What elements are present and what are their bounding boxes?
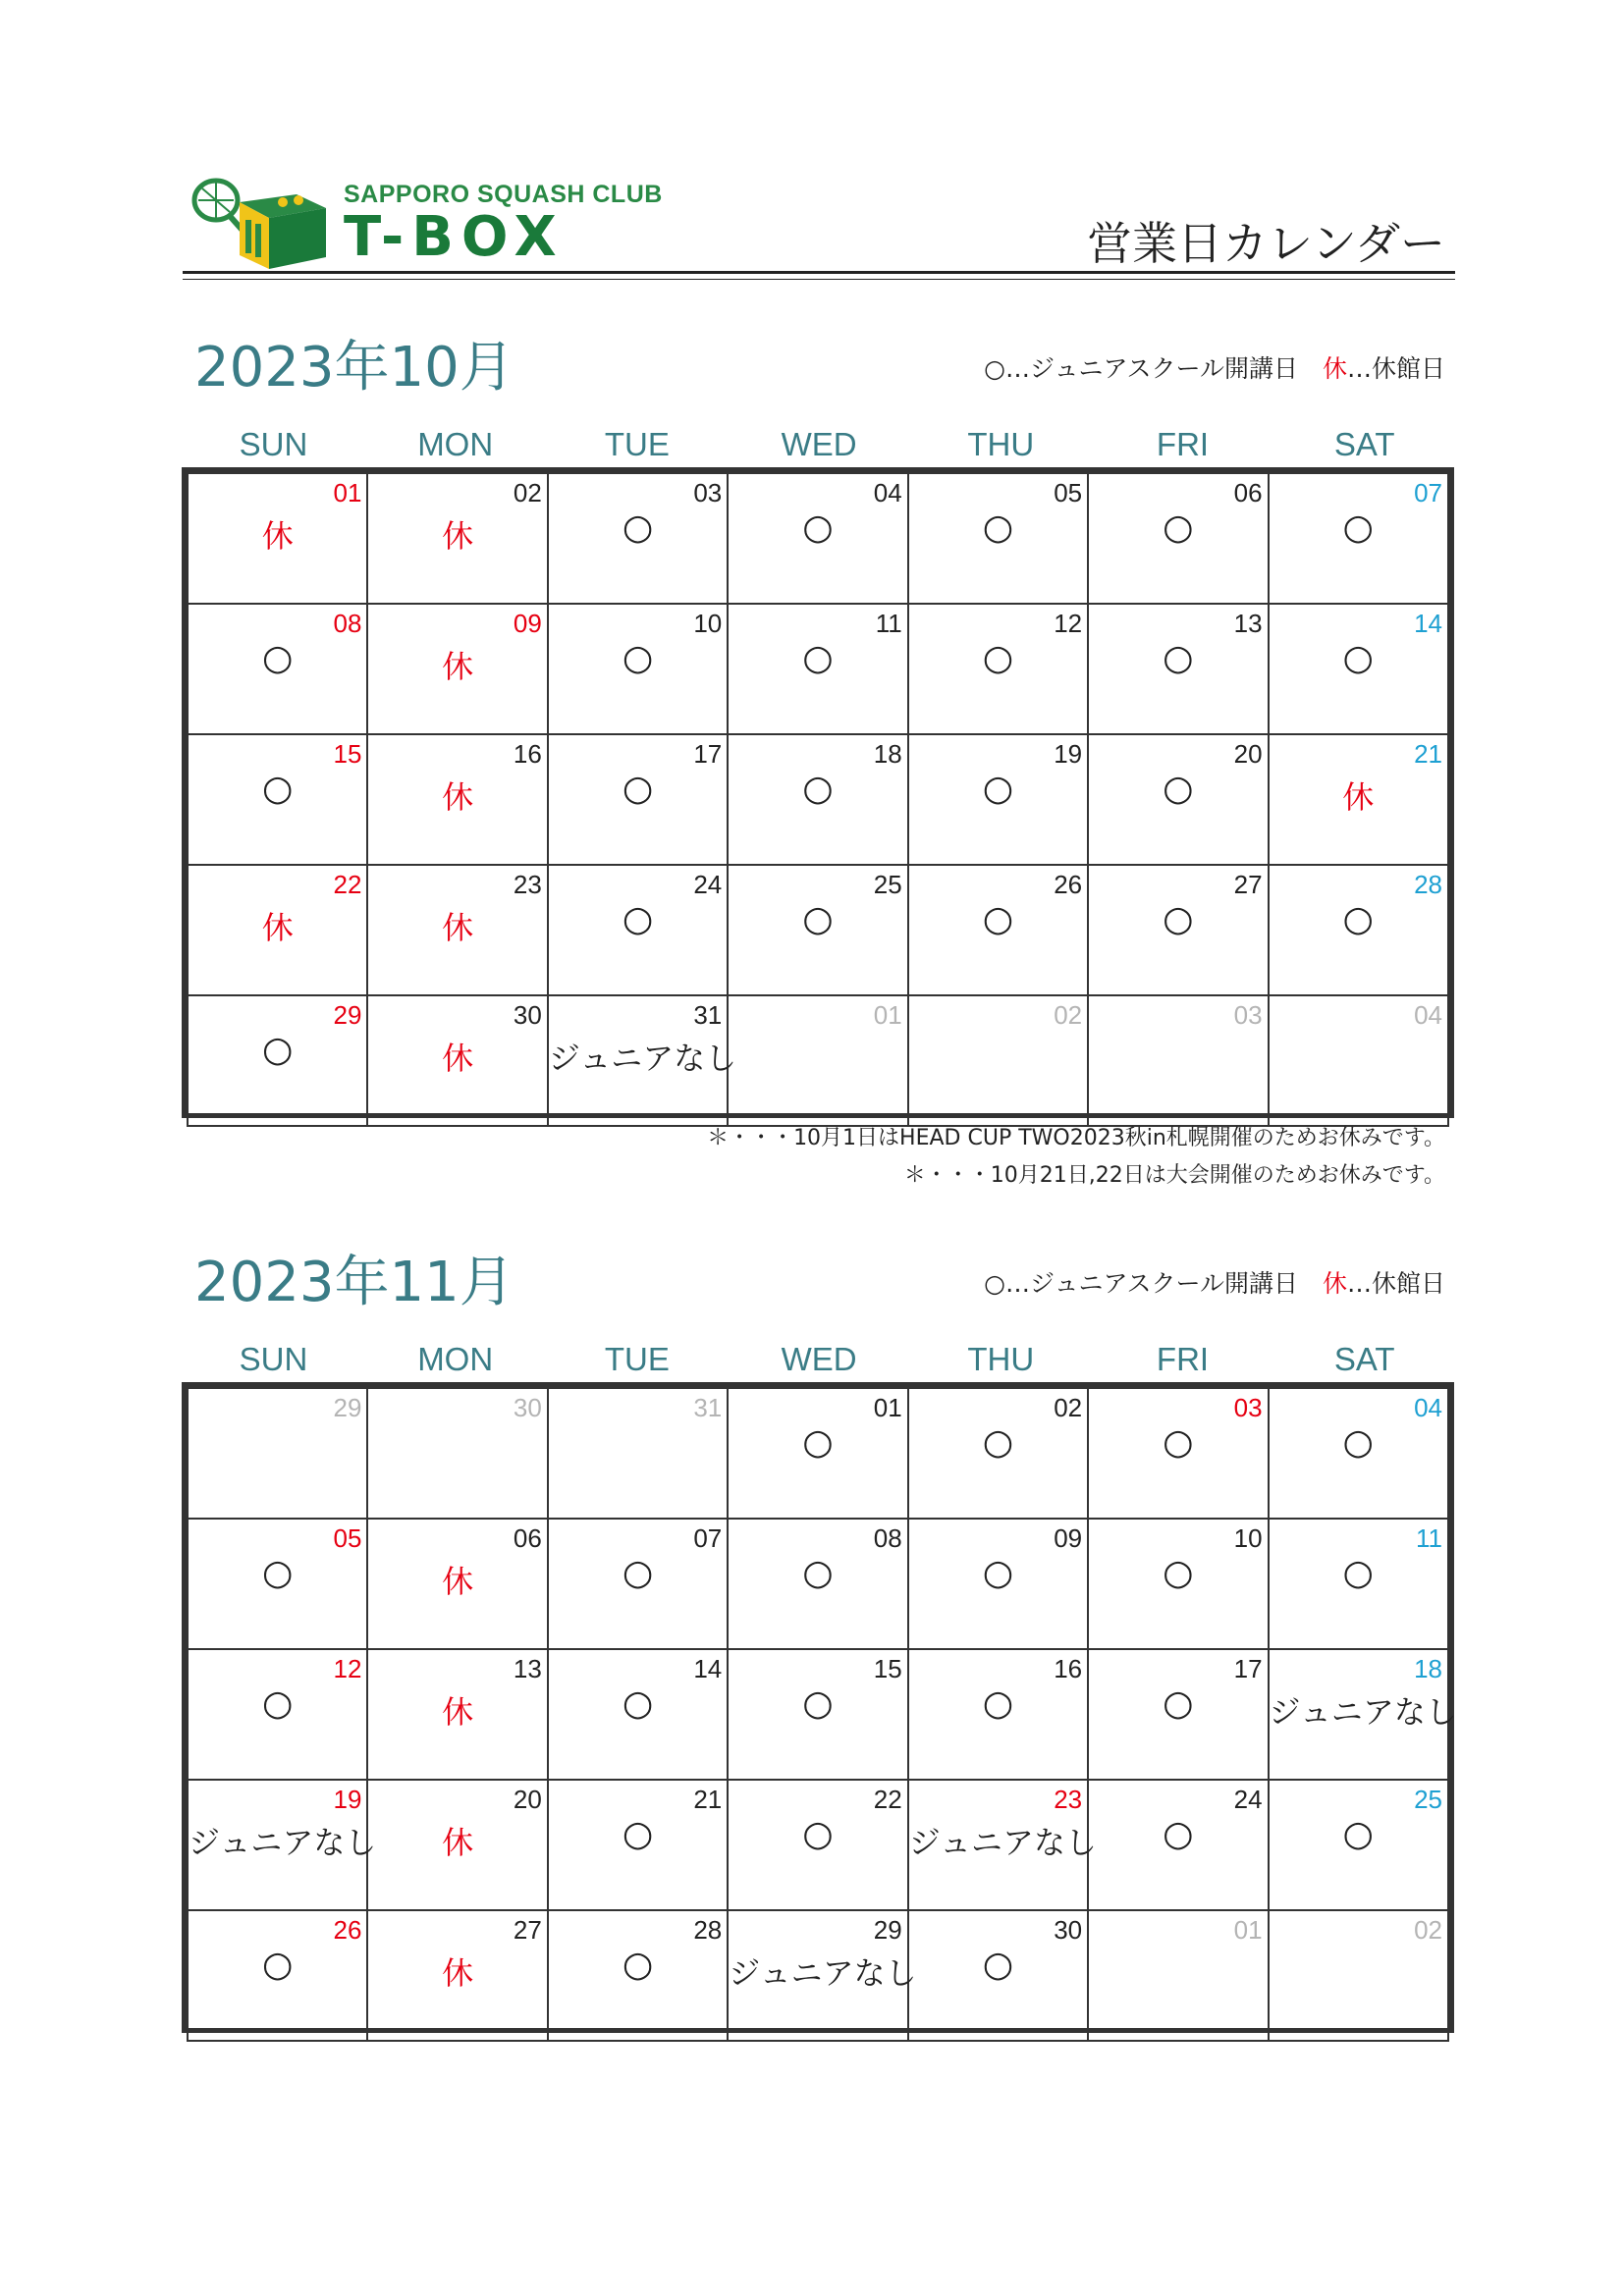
day-cell xyxy=(1269,995,1448,1126)
day-cell xyxy=(548,1388,728,1519)
legend xyxy=(984,1264,1445,1300)
no-junior-note: ジュニアなし xyxy=(1269,1693,1457,1731)
day-number: 28 xyxy=(693,1915,723,1945)
day-cell xyxy=(548,865,728,995)
day-cell xyxy=(728,1388,907,1519)
closed-mark: 休 xyxy=(442,1954,474,1992)
header-rule xyxy=(183,271,1455,274)
closed-mark: 休 xyxy=(442,778,474,816)
day-number: 01 xyxy=(873,1393,902,1422)
week-row xyxy=(188,1780,1448,1910)
day-number: 05 xyxy=(333,1523,362,1553)
day-number: 11 xyxy=(875,609,902,638)
open-mark: ○ xyxy=(262,769,294,809)
day-cell xyxy=(728,604,907,734)
open-mark: ○ xyxy=(1163,769,1194,809)
day-cell xyxy=(188,1780,377,1910)
day-number: 19 xyxy=(333,1785,362,1814)
week-row xyxy=(188,865,1448,995)
day-number: 24 xyxy=(693,870,723,899)
day-number: 30 xyxy=(513,1393,542,1422)
day-cell xyxy=(728,734,907,865)
day-number: 28 xyxy=(1414,870,1442,899)
open-mark: ○ xyxy=(982,899,1014,939)
day-cell xyxy=(1269,1649,1457,1780)
day-number: 27 xyxy=(513,1915,542,1945)
open-mark: ○ xyxy=(982,1553,1014,1593)
open-mark: ○ xyxy=(982,1945,1014,1985)
day-number: 12 xyxy=(1054,609,1083,638)
tbox-logo-icon xyxy=(189,173,336,271)
open-mark: ○ xyxy=(622,638,654,678)
open-mark: ○ xyxy=(1163,638,1194,678)
day-number: 17 xyxy=(693,739,723,769)
open-mark: ○ xyxy=(802,507,834,548)
weekday-sat: SAT xyxy=(1333,426,1395,462)
day-cell xyxy=(188,995,367,1126)
day-cell xyxy=(1269,1910,1448,2041)
day-number: 26 xyxy=(333,1915,362,1945)
open-mark: ○ xyxy=(1342,1553,1374,1593)
week-row xyxy=(188,473,1448,604)
open-mark: ○ xyxy=(262,1030,294,1070)
day-number: 13 xyxy=(513,1654,542,1683)
day-number: 06 xyxy=(1233,478,1263,507)
day-number: 14 xyxy=(693,1654,723,1683)
day-number: 31 xyxy=(693,1393,723,1422)
weekday-header xyxy=(183,426,1455,465)
day-cell xyxy=(188,1388,367,1519)
no-junior-note: ジュニアなし xyxy=(548,1040,737,1077)
day-number: 03 xyxy=(693,478,723,507)
month-title: 2023年11月 xyxy=(194,1251,514,1314)
no-junior-note: ジュニアなし xyxy=(729,1954,917,1992)
legend xyxy=(984,349,1445,385)
weekday-wed: WED xyxy=(781,426,857,462)
day-number: 08 xyxy=(333,609,362,638)
day-number: 22 xyxy=(333,870,362,899)
day-number: 09 xyxy=(1054,1523,1083,1553)
week-row xyxy=(188,734,1448,865)
logo xyxy=(189,173,663,271)
day-number: 02 xyxy=(1054,1000,1083,1030)
day-cell xyxy=(188,1910,367,2041)
day-number: 23 xyxy=(513,870,542,899)
open-mark: ○ xyxy=(1342,1422,1374,1463)
day-cell xyxy=(908,865,1088,995)
day-number: 15 xyxy=(873,1654,902,1683)
day-cell xyxy=(548,1780,728,1910)
day-number: 24 xyxy=(1233,1785,1263,1814)
day-number: 30 xyxy=(1054,1915,1083,1945)
weekday-tue: TUE xyxy=(604,426,670,462)
day-number: 06 xyxy=(513,1523,542,1553)
day-cell xyxy=(728,865,907,995)
day-cell xyxy=(367,1519,547,1649)
legend-closed-label: …休館日 xyxy=(1346,354,1445,383)
closed-mark: 休 xyxy=(442,1040,474,1077)
open-mark: ○ xyxy=(802,1553,834,1593)
day-number: 18 xyxy=(873,739,902,769)
day-cell xyxy=(367,865,547,995)
weekday-thu: THU xyxy=(967,1341,1035,1377)
day-cell xyxy=(548,1519,728,1649)
open-mark: ○ xyxy=(1342,638,1374,678)
day-cell xyxy=(188,473,367,604)
open-mark: ○ xyxy=(262,1683,294,1724)
day-cell xyxy=(728,1910,917,2041)
day-number: 08 xyxy=(873,1523,902,1553)
weekday-fri: FRI xyxy=(1156,426,1210,462)
legend-closed-symbol: 休 xyxy=(1322,354,1347,383)
day-number: 02 xyxy=(1054,1393,1083,1422)
day-cell xyxy=(908,1519,1088,1649)
open-mark: ○ xyxy=(622,1683,654,1724)
day-cell xyxy=(1269,604,1448,734)
day-number: 20 xyxy=(513,1785,542,1814)
header-rule-thin xyxy=(183,279,1455,280)
day-cell xyxy=(367,473,547,604)
day-number: 04 xyxy=(1414,1000,1442,1030)
closed-mark: 休 xyxy=(442,909,474,946)
month-title: 2023年10月 xyxy=(194,336,514,400)
open-mark: ○ xyxy=(1163,1683,1194,1724)
open-mark: ○ xyxy=(1342,899,1374,939)
day-cell xyxy=(367,734,547,865)
week-row xyxy=(188,1649,1448,1780)
day-cell xyxy=(548,473,728,604)
day-number: 15 xyxy=(333,739,362,769)
day-cell xyxy=(367,1910,547,2041)
day-cell xyxy=(188,865,367,995)
day-cell xyxy=(1088,734,1268,865)
day-cell xyxy=(1088,1649,1268,1780)
open-mark: ○ xyxy=(262,638,294,678)
day-cell xyxy=(908,604,1088,734)
no-junior-note: ジュニアなし xyxy=(908,1824,1098,1861)
day-number: 05 xyxy=(1054,478,1083,507)
day-number: 21 xyxy=(1414,739,1442,769)
week-row xyxy=(188,1519,1448,1649)
day-cell xyxy=(548,995,737,1126)
week-row xyxy=(188,1910,1448,2041)
day-number: 14 xyxy=(1414,609,1442,638)
day-cell xyxy=(728,995,907,1126)
day-number: 07 xyxy=(693,1523,723,1553)
day-cell xyxy=(728,1519,907,1649)
day-cell xyxy=(1088,1780,1268,1910)
open-mark: ○ xyxy=(982,1683,1014,1724)
day-cell xyxy=(1088,995,1268,1126)
legend-closed-label: …休館日 xyxy=(1346,1269,1445,1298)
day-number: 19 xyxy=(1054,739,1083,769)
open-mark: ○ xyxy=(622,1945,654,1985)
weekday-wed: WED xyxy=(781,1341,857,1377)
open-mark: ○ xyxy=(802,638,834,678)
day-cell xyxy=(728,1780,907,1910)
day-cell xyxy=(548,1649,728,1780)
day-number: 01 xyxy=(333,478,362,507)
day-cell xyxy=(188,734,367,865)
weekday-header xyxy=(183,1341,1455,1380)
day-number: 04 xyxy=(873,478,902,507)
week-row xyxy=(188,995,1448,1126)
day-number: 10 xyxy=(693,609,723,638)
day-cell xyxy=(367,995,547,1126)
footnote: ＊・・・10月21日,22日は大会開催のためお休みです。 xyxy=(903,1163,1445,1188)
open-mark: ○ xyxy=(1342,507,1374,548)
day-number: 01 xyxy=(873,1000,902,1030)
open-mark: ○ xyxy=(802,899,834,939)
brand-name: T-BOX xyxy=(344,205,565,269)
open-mark: ○ xyxy=(1163,1553,1194,1593)
day-cell xyxy=(728,1649,907,1780)
day-cell xyxy=(1088,1519,1268,1649)
open-mark: ○ xyxy=(1163,1422,1194,1463)
open-mark: ○ xyxy=(982,507,1014,548)
no-junior-note: ジュニアなし xyxy=(189,1824,377,1861)
day-number: 03 xyxy=(1233,1393,1263,1422)
day-number: 29 xyxy=(333,1000,362,1030)
closed-mark: 休 xyxy=(1342,778,1375,816)
day-number: 03 xyxy=(1233,1000,1263,1030)
day-number: 17 xyxy=(1233,1654,1263,1683)
day-cell xyxy=(908,1649,1088,1780)
weekday-sat: SAT xyxy=(1333,1341,1395,1377)
open-mark: ○ xyxy=(802,1814,834,1854)
day-cell xyxy=(1269,734,1448,865)
day-cell xyxy=(908,1388,1088,1519)
day-cell xyxy=(548,1910,728,2041)
day-cell xyxy=(1088,604,1268,734)
day-number: 02 xyxy=(513,478,542,507)
day-number: 30 xyxy=(513,1000,542,1030)
open-mark: ○ xyxy=(802,1422,834,1463)
closed-mark: 休 xyxy=(261,909,294,946)
day-cell xyxy=(188,604,367,734)
day-number: 29 xyxy=(333,1393,362,1422)
closed-mark: 休 xyxy=(261,517,294,555)
open-mark: ○ xyxy=(262,1553,294,1593)
day-cell xyxy=(548,604,728,734)
day-number: 10 xyxy=(1233,1523,1263,1553)
day-number: 23 xyxy=(1054,1785,1083,1814)
day-number: 07 xyxy=(1414,478,1442,507)
day-cell xyxy=(908,734,1088,865)
weekday-thu: THU xyxy=(967,426,1035,462)
weekday-sun: SUN xyxy=(239,426,308,462)
day-number: 16 xyxy=(1054,1654,1083,1683)
day-number: 04 xyxy=(1414,1393,1442,1422)
open-mark: ○ xyxy=(622,1814,654,1854)
weekday-mon: MON xyxy=(417,1341,494,1377)
day-number: 27 xyxy=(1233,870,1263,899)
day-cell xyxy=(367,1388,547,1519)
open-mark: ○ xyxy=(622,899,654,939)
club-name: SAPPORO SQUASH CLUB xyxy=(344,181,663,208)
legend-closed-symbol: 休 xyxy=(1322,1269,1347,1298)
day-number: 31 xyxy=(693,1000,723,1030)
day-number: 16 xyxy=(513,739,542,769)
day-cell xyxy=(1269,1388,1448,1519)
day-cell xyxy=(367,604,547,734)
legend-open-label: ○…ジュニアスクール開講日 xyxy=(984,1269,1323,1298)
weekday-sun: SUN xyxy=(239,1341,308,1377)
calendar-grid xyxy=(182,1382,1457,2033)
open-mark: ○ xyxy=(982,638,1014,678)
closed-mark: 休 xyxy=(442,648,474,685)
day-number: 13 xyxy=(1233,609,1263,638)
week-row xyxy=(188,1388,1448,1519)
open-mark: ○ xyxy=(262,1945,294,1985)
day-number: 11 xyxy=(1416,1523,1442,1553)
day-cell xyxy=(1088,865,1268,995)
week-row xyxy=(188,604,1448,734)
day-number: 26 xyxy=(1054,870,1083,899)
closed-mark: 休 xyxy=(442,1693,474,1731)
day-cell xyxy=(908,995,1088,1126)
weekday-fri: FRI xyxy=(1156,1341,1210,1377)
day-number: 29 xyxy=(873,1915,902,1945)
day-number: 09 xyxy=(513,609,542,638)
page-title: 営業日カレンダー xyxy=(1086,217,1445,270)
open-mark: ○ xyxy=(1163,899,1194,939)
day-number: 20 xyxy=(1233,739,1263,769)
day-cell xyxy=(1088,1388,1268,1519)
day-cell xyxy=(728,473,907,604)
day-cell xyxy=(908,1910,1088,2041)
open-mark: ○ xyxy=(622,507,654,548)
day-number: 25 xyxy=(1414,1785,1442,1814)
day-cell xyxy=(1269,865,1448,995)
day-cell xyxy=(908,1780,1098,1910)
day-cell xyxy=(188,1519,367,1649)
closed-mark: 休 xyxy=(442,1563,474,1600)
day-number: 02 xyxy=(1414,1915,1442,1945)
open-mark: ○ xyxy=(622,769,654,809)
day-cell xyxy=(1269,473,1448,604)
day-cell xyxy=(1088,473,1268,604)
open-mark: ○ xyxy=(1342,1814,1374,1854)
calendar-table xyxy=(187,1387,1457,2042)
open-mark: ○ xyxy=(1163,507,1194,548)
calendar-grid xyxy=(182,467,1454,1118)
open-mark: ○ xyxy=(802,1683,834,1724)
day-number: 12 xyxy=(333,1654,362,1683)
open-mark: ○ xyxy=(802,769,834,809)
legend-open-label: ○…ジュニアスクール開講日 xyxy=(984,354,1323,383)
open-mark: ○ xyxy=(982,1422,1014,1463)
calendar-table xyxy=(187,472,1449,1127)
day-cell xyxy=(1269,1780,1448,1910)
weekday-mon: MON xyxy=(417,426,494,462)
day-number: 18 xyxy=(1414,1654,1442,1683)
day-cell xyxy=(908,473,1088,604)
day-cell xyxy=(367,1780,547,1910)
day-number: 21 xyxy=(693,1785,723,1814)
day-cell xyxy=(188,1649,367,1780)
day-number: 25 xyxy=(873,870,902,899)
day-cell xyxy=(548,734,728,865)
closed-mark: 休 xyxy=(442,1824,474,1861)
open-mark: ○ xyxy=(622,1553,654,1593)
day-cell xyxy=(1269,1519,1448,1649)
open-mark: ○ xyxy=(982,769,1014,809)
footnote: ＊・・・10月1日はHEAD CUP TWO2023秋in札幌開催のためお休みです。 xyxy=(707,1126,1445,1150)
day-number: 22 xyxy=(873,1785,902,1814)
day-cell xyxy=(367,1649,547,1780)
open-mark: ○ xyxy=(1163,1814,1194,1854)
day-cell xyxy=(1088,1910,1268,2041)
closed-mark: 休 xyxy=(442,517,474,555)
day-number: 01 xyxy=(1233,1915,1263,1945)
weekday-tue: TUE xyxy=(604,1341,670,1377)
